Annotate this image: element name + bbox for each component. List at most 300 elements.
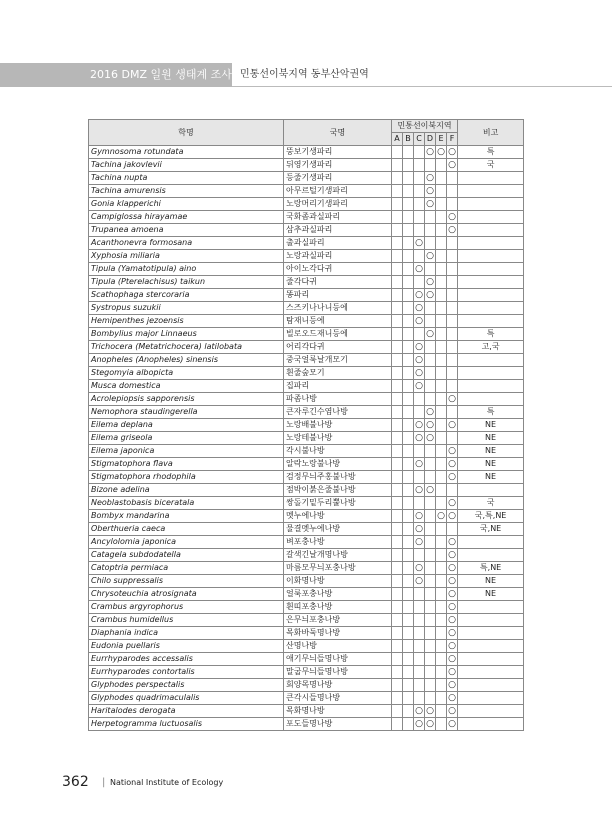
cell-region-e xyxy=(436,289,447,302)
cell-region-c: ○ xyxy=(415,420,423,430)
cell-region-f xyxy=(447,354,458,367)
cell-scientific-name: Oberthueria caeca xyxy=(89,523,284,536)
cell-korean-name: 출과실파리 xyxy=(284,237,392,250)
cell-region-f: ○ xyxy=(448,680,456,690)
cell-note xyxy=(458,679,524,692)
cell-region-d: ○ xyxy=(426,173,434,183)
cell-region-d xyxy=(425,458,436,471)
cell-korean-name: 탐재니등에 xyxy=(284,315,392,328)
cell-note xyxy=(458,224,524,237)
cell-region-c: ○ xyxy=(415,576,423,586)
cell-region-f xyxy=(447,237,458,250)
cell-region-b xyxy=(403,146,414,159)
cell-scientific-name: Gymnosoma rotundata xyxy=(89,146,284,159)
cell-region-e xyxy=(436,237,447,250)
cell-scientific-name: Catagela subdodatella xyxy=(89,549,284,562)
cell-region-c xyxy=(414,679,425,692)
cell-region-f xyxy=(447,263,458,276)
cell-note xyxy=(458,601,524,614)
cell-region-c: ○ xyxy=(415,238,423,248)
cell-region-e xyxy=(436,380,447,393)
cell-region-d xyxy=(425,380,436,393)
cell-note xyxy=(458,653,524,666)
cell-region-c xyxy=(414,627,425,640)
cell-korean-name: 중국얼룩날개모기 xyxy=(284,354,392,367)
cell-region-c xyxy=(414,250,425,263)
cell-region-e xyxy=(436,627,447,640)
cell-region-a xyxy=(392,614,403,627)
cell-scientific-name: Herpetogramma luctuosalis xyxy=(89,718,284,731)
table-row xyxy=(89,263,524,276)
cell-region-d: ○ xyxy=(426,706,434,716)
cell-region-a xyxy=(392,705,403,718)
cell-region-d xyxy=(425,237,436,250)
species-table xyxy=(88,119,524,731)
cell-korean-name: 어리각다귀 xyxy=(284,341,392,354)
cell-scientific-name: Neoblastobasis biceratala xyxy=(89,497,284,510)
table-row xyxy=(89,588,524,601)
cell-region-b xyxy=(403,393,414,406)
cell-region-b xyxy=(403,328,414,341)
cell-region-d xyxy=(425,614,436,627)
cell-scientific-name: Scathophaga stercoraria xyxy=(89,289,284,302)
cell-region-d xyxy=(425,497,436,510)
cell-region-d xyxy=(425,302,436,315)
table-row xyxy=(89,497,524,510)
cell-region-c: ○ xyxy=(415,290,423,300)
col-scientific-name: 학명 xyxy=(89,120,284,146)
cell-region-a xyxy=(392,679,403,692)
table-row xyxy=(89,640,524,653)
cell-region-d xyxy=(425,224,436,237)
cell-region-a xyxy=(392,484,403,497)
cell-region-b xyxy=(403,718,414,731)
cell-region-b xyxy=(403,523,414,536)
cell-note: 특 xyxy=(458,406,524,419)
col-region-b: B xyxy=(403,133,414,146)
cell-region-e xyxy=(436,367,447,380)
cell-region-d xyxy=(425,445,436,458)
cell-korean-name: 집파리 xyxy=(284,380,392,393)
cell-region-a xyxy=(392,198,403,211)
cell-region-b xyxy=(403,549,414,562)
cell-note xyxy=(458,692,524,705)
cell-region-e xyxy=(436,666,447,679)
table-row xyxy=(89,419,524,432)
cell-region-b xyxy=(403,341,414,354)
cell-region-d: ○ xyxy=(426,329,434,339)
cell-region-a xyxy=(392,549,403,562)
cell-korean-name: 똥파리 xyxy=(284,289,392,302)
cell-region-f xyxy=(447,276,458,289)
cell-region-f: ○ xyxy=(448,420,456,430)
cell-note xyxy=(458,614,524,627)
cell-region-d: ○ xyxy=(426,420,434,430)
cell-region-b xyxy=(403,640,414,653)
cell-region-c: ○ xyxy=(415,706,423,716)
cell-region-d xyxy=(425,588,436,601)
cell-scientific-name: Glyphodes quadrimaculalis xyxy=(89,692,284,705)
cell-region-e xyxy=(436,692,447,705)
cell-note xyxy=(458,302,524,315)
cell-note: 국 xyxy=(458,159,524,172)
table-row xyxy=(89,653,524,666)
cell-note xyxy=(458,393,524,406)
cell-region-e xyxy=(436,601,447,614)
cell-region-d: ○ xyxy=(426,290,434,300)
cell-region-d xyxy=(425,315,436,328)
cell-region-f xyxy=(447,341,458,354)
cell-region-c xyxy=(414,666,425,679)
cell-region-a xyxy=(392,211,403,224)
cell-region-b xyxy=(403,458,414,471)
cell-region-e xyxy=(436,484,447,497)
cell-korean-name: 알락노랑불나방 xyxy=(284,458,392,471)
cell-region-f: ○ xyxy=(448,511,456,521)
cell-scientific-name: Anopheles (Anopheles) sinensis xyxy=(89,354,284,367)
cell-region-e xyxy=(436,263,447,276)
cell-region-b xyxy=(403,445,414,458)
cell-region-e xyxy=(436,341,447,354)
cell-scientific-name: Systropus suzukii xyxy=(89,302,284,315)
cell-note xyxy=(458,185,524,198)
cell-region-f: ○ xyxy=(448,602,456,612)
cell-korean-name: 얼룩포충나방 xyxy=(284,588,392,601)
cell-region-f xyxy=(447,198,458,211)
cell-korean-name: 갈색긴날개명나방 xyxy=(284,549,392,562)
cell-region-c xyxy=(414,393,425,406)
table-row xyxy=(89,237,524,250)
cell-region-b xyxy=(403,627,414,640)
cell-region-a xyxy=(392,172,403,185)
cell-scientific-name: Eurrhyparodes accessalis xyxy=(89,653,284,666)
cell-region-b xyxy=(403,211,414,224)
cell-region-b xyxy=(403,614,414,627)
cell-region-a xyxy=(392,692,403,705)
cell-region-a xyxy=(392,718,403,731)
cell-region-b xyxy=(403,380,414,393)
cell-region-d: ○ xyxy=(426,147,434,157)
cell-korean-name: 산명나방 xyxy=(284,640,392,653)
cell-region-a xyxy=(392,367,403,380)
cell-note xyxy=(458,276,524,289)
cell-region-a xyxy=(392,575,403,588)
cell-region-c: ○ xyxy=(415,719,423,729)
cell-region-b xyxy=(403,692,414,705)
cell-region-f: ○ xyxy=(448,641,456,651)
cell-region-f xyxy=(447,380,458,393)
cell-region-a xyxy=(392,224,403,237)
cell-scientific-name: Tachina amurensis xyxy=(89,185,284,198)
cell-region-c xyxy=(414,549,425,562)
cell-note xyxy=(458,549,524,562)
cell-region-b xyxy=(403,588,414,601)
cell-region-e xyxy=(436,159,447,172)
cell-region-e: ○ xyxy=(437,147,445,157)
cell-note xyxy=(458,705,524,718)
cell-region-b xyxy=(403,172,414,185)
table-row xyxy=(89,367,524,380)
cell-region-d xyxy=(425,679,436,692)
cell-region-e xyxy=(436,575,447,588)
cell-note: NE xyxy=(458,445,524,458)
table-row xyxy=(89,575,524,588)
cell-korean-name: 말굽무늬들명나방 xyxy=(284,666,392,679)
page-number: 362 xyxy=(62,774,89,790)
cell-region-f xyxy=(447,367,458,380)
cell-region-c xyxy=(414,406,425,419)
cell-korean-name: 큰자루긴수염나방 xyxy=(284,406,392,419)
cell-region-d xyxy=(425,640,436,653)
cell-region-c: ○ xyxy=(415,511,423,521)
cell-note xyxy=(458,172,524,185)
cell-region-e xyxy=(436,315,447,328)
cell-region-f: ○ xyxy=(448,628,456,638)
cell-region-a xyxy=(392,536,403,549)
cell-region-c: ○ xyxy=(415,563,423,573)
col-region-group: 민통선이북지역 xyxy=(392,120,458,133)
cell-scientific-name: Catoptria permiaca xyxy=(89,562,284,575)
cell-region-e xyxy=(436,458,447,471)
cell-korean-name: 줄각다귀 xyxy=(284,276,392,289)
cell-korean-name: 빌로오드재니등에 xyxy=(284,328,392,341)
cell-region-d xyxy=(425,159,436,172)
cell-region-b xyxy=(403,471,414,484)
cell-region-b xyxy=(403,185,414,198)
cell-note xyxy=(458,666,524,679)
cell-region-d xyxy=(425,562,436,575)
cell-region-d xyxy=(425,211,436,224)
cell-region-a xyxy=(392,250,403,263)
cell-region-b xyxy=(403,354,414,367)
cell-region-c xyxy=(414,185,425,198)
cell-korean-name: 뚱보기생파리 xyxy=(284,146,392,159)
cell-region-e xyxy=(436,393,447,406)
cell-note xyxy=(458,640,524,653)
cell-region-e xyxy=(436,406,447,419)
cell-region-e xyxy=(436,588,447,601)
cell-region-d xyxy=(425,575,436,588)
cell-region-f: ○ xyxy=(448,160,456,170)
cell-region-e xyxy=(436,536,447,549)
cell-korean-name: 목화명나방 xyxy=(284,705,392,718)
cell-region-a xyxy=(392,601,403,614)
cell-korean-name: 아이노각다귀 xyxy=(284,263,392,276)
header-subtitle: 민통선이북지역 동부산악권역 xyxy=(240,69,369,80)
cell-region-a xyxy=(392,315,403,328)
table-row xyxy=(89,432,524,445)
table-row xyxy=(89,458,524,471)
cell-region-f: ○ xyxy=(448,563,456,573)
cell-region-b xyxy=(403,289,414,302)
cell-region-f xyxy=(447,432,458,445)
cell-region-f: ○ xyxy=(448,615,456,625)
cell-region-f: ○ xyxy=(448,394,456,404)
table-row xyxy=(89,627,524,640)
cell-note xyxy=(458,484,524,497)
cell-region-a xyxy=(392,419,403,432)
cell-region-f xyxy=(447,289,458,302)
publisher-name: National Institute of Ecology xyxy=(110,778,224,787)
cell-region-b xyxy=(403,276,414,289)
cell-scientific-name: Chrysoteuchia atrosignata xyxy=(89,588,284,601)
cell-region-b xyxy=(403,536,414,549)
table-row xyxy=(89,536,524,549)
cell-scientific-name: Eurrhyparodes contortalis xyxy=(89,666,284,679)
cell-region-e xyxy=(436,705,447,718)
cell-region-a xyxy=(392,523,403,536)
table-row xyxy=(89,666,524,679)
cell-note xyxy=(458,263,524,276)
cell-region-c xyxy=(414,640,425,653)
cell-region-d xyxy=(425,263,436,276)
cell-note: NE xyxy=(458,588,524,601)
cell-korean-name: 큰각시들명나방 xyxy=(284,692,392,705)
cell-region-e xyxy=(436,198,447,211)
cell-region-b xyxy=(403,679,414,692)
cell-region-e xyxy=(436,250,447,263)
table-row xyxy=(89,406,524,419)
cell-note: 고,국 xyxy=(458,341,524,354)
cell-region-c xyxy=(414,653,425,666)
table-row xyxy=(89,159,524,172)
cell-note xyxy=(458,718,524,731)
cell-region-d xyxy=(425,510,436,523)
cell-note: 국,NE xyxy=(458,523,524,536)
cell-note xyxy=(458,198,524,211)
table-row xyxy=(89,172,524,185)
cell-region-b xyxy=(403,484,414,497)
cell-note xyxy=(458,289,524,302)
cell-region-c xyxy=(414,224,425,237)
cell-korean-name: 노랑배불나방 xyxy=(284,419,392,432)
cell-korean-name: 노랑테불나방 xyxy=(284,432,392,445)
footer-separator: | xyxy=(102,777,106,788)
cell-region-a xyxy=(392,159,403,172)
cell-region-e xyxy=(436,679,447,692)
cell-region-d xyxy=(425,692,436,705)
cell-region-e: ○ xyxy=(437,511,445,521)
table-row xyxy=(89,601,524,614)
cell-korean-name: 아무르털기생파리 xyxy=(284,185,392,198)
table-row xyxy=(89,185,524,198)
table-row xyxy=(89,471,524,484)
cell-region-c: ○ xyxy=(415,381,423,391)
cell-region-c xyxy=(414,159,425,172)
table-row xyxy=(89,510,524,523)
table-row xyxy=(89,302,524,315)
cell-region-f: ○ xyxy=(448,147,456,157)
cell-region-c xyxy=(414,445,425,458)
cell-region-c xyxy=(414,146,425,159)
cell-region-c: ○ xyxy=(415,433,423,443)
cell-korean-name: 물결멧누에나방 xyxy=(284,523,392,536)
cell-region-c xyxy=(414,328,425,341)
cell-region-c xyxy=(414,601,425,614)
cell-scientific-name: Acanthonevra formosana xyxy=(89,237,284,250)
cell-region-f: ○ xyxy=(448,498,456,508)
cell-region-b xyxy=(403,237,414,250)
cell-region-b xyxy=(403,562,414,575)
cell-region-c: ○ xyxy=(415,459,423,469)
cell-region-a xyxy=(392,263,403,276)
cell-scientific-name: Eilema japonica xyxy=(89,445,284,458)
cell-note xyxy=(458,536,524,549)
cell-region-a xyxy=(392,289,403,302)
cell-scientific-name: Acrolepiopsis sapporensis xyxy=(89,393,284,406)
cell-scientific-name: Stegomyia albopicta xyxy=(89,367,284,380)
cell-region-c: ○ xyxy=(415,537,423,547)
cell-region-f: ○ xyxy=(448,537,456,547)
table-row xyxy=(89,354,524,367)
cell-region-c xyxy=(414,692,425,705)
table-row xyxy=(89,289,524,302)
table-row xyxy=(89,315,524,328)
cell-note: NE xyxy=(458,419,524,432)
cell-region-c: ○ xyxy=(415,316,423,326)
col-korean-name: 국명 xyxy=(284,120,392,146)
cell-korean-name: 노랑머리기생파리 xyxy=(284,198,392,211)
header-divider xyxy=(232,86,612,87)
cell-region-a xyxy=(392,627,403,640)
cell-scientific-name: Hemipenthes jezoensis xyxy=(89,315,284,328)
cell-region-a xyxy=(392,185,403,198)
cell-region-a xyxy=(392,445,403,458)
cell-region-a xyxy=(392,276,403,289)
cell-region-a xyxy=(392,146,403,159)
cell-note: NE xyxy=(458,575,524,588)
cell-region-a xyxy=(392,471,403,484)
cell-region-a xyxy=(392,653,403,666)
cell-region-a xyxy=(392,562,403,575)
cell-region-e xyxy=(436,172,447,185)
table-row xyxy=(89,692,524,705)
table-row xyxy=(89,549,524,562)
cell-note: NE xyxy=(458,432,524,445)
cell-region-e xyxy=(436,328,447,341)
cell-region-a xyxy=(392,380,403,393)
cell-region-b xyxy=(403,666,414,679)
cell-region-e xyxy=(436,640,447,653)
cell-region-c xyxy=(414,614,425,627)
cell-note: NE xyxy=(458,471,524,484)
cell-note xyxy=(458,250,524,263)
cell-region-d xyxy=(425,653,436,666)
col-note: 비고 xyxy=(458,120,524,146)
table-header-row xyxy=(89,120,524,133)
cell-scientific-name: Tipula (Pterelachisus) taikun xyxy=(89,276,284,289)
table-row xyxy=(89,224,524,237)
cell-note: 특,NE xyxy=(458,562,524,575)
cell-korean-name: 포도들명나방 xyxy=(284,718,392,731)
table-row xyxy=(89,211,524,224)
cell-region-e xyxy=(436,419,447,432)
cell-region-c xyxy=(414,198,425,211)
cell-note xyxy=(458,354,524,367)
col-region-e: E xyxy=(436,133,447,146)
cell-region-b xyxy=(403,432,414,445)
cell-scientific-name: Chilo suppressalis xyxy=(89,575,284,588)
cell-scientific-name: Stigmatophora rhodophila xyxy=(89,471,284,484)
cell-region-f xyxy=(447,406,458,419)
cell-region-a xyxy=(392,640,403,653)
cell-region-e xyxy=(436,614,447,627)
cell-korean-name: 등줄기생파리 xyxy=(284,172,392,185)
cell-region-b xyxy=(403,406,414,419)
cell-region-d: ○ xyxy=(426,277,434,287)
cell-region-a xyxy=(392,328,403,341)
cell-note: NE xyxy=(458,458,524,471)
